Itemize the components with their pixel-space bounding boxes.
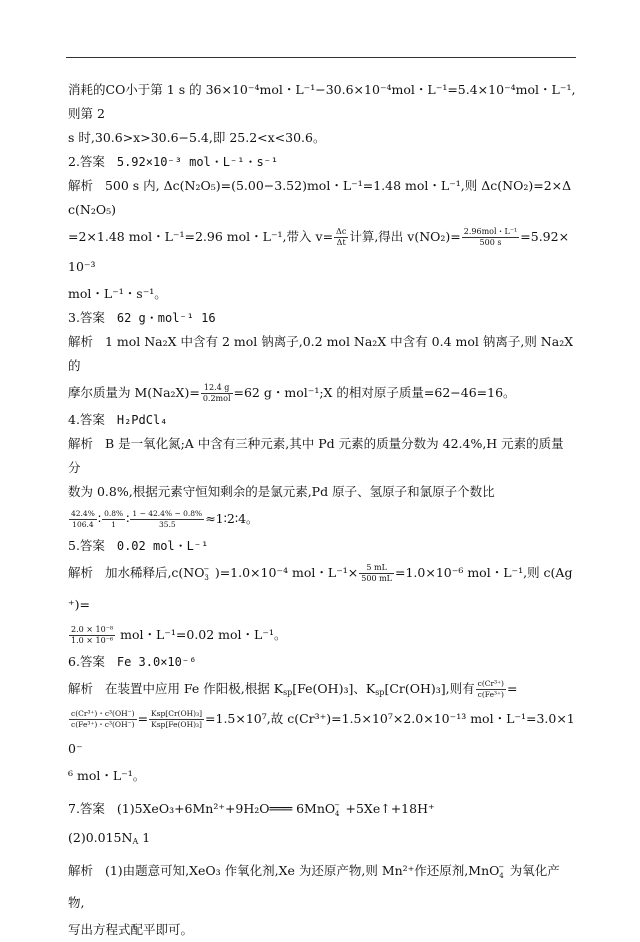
q7-answer (68, 794, 576, 826)
explanation-text: =1.0×10⁻⁶ mol・L⁻¹,则 c(Ag⁺)= (68, 565, 573, 612)
numerator: 2.0 × 10⁻⁸ (71, 625, 114, 634)
subscript: A (132, 837, 139, 846)
numerator: c(Cr³⁺) (477, 679, 504, 688)
explanation-text: 加水稀释后,c(N (104, 565, 195, 580)
explanation-label: 解析 (68, 681, 94, 696)
ion-symbol: O (324, 801, 336, 816)
fraction-product (69, 709, 137, 730)
explanation-text: (1)由题意可知,XeO₃ 作氧化剂,Xe 为还原产物,则 Mn²⁺作还原剂,Mn (104, 863, 490, 878)
ion-charge: − (334, 801, 341, 809)
intro-line-2: s 时,30.6>x>30.6−5.4,即 25.2<x<30.6。 (68, 130, 326, 145)
explanation-text: mol・L⁻¹=0.02 mol・L⁻¹。 (120, 627, 287, 642)
numerator: 1 − 42.4% − 0.8% (132, 509, 203, 518)
explanation-text: =1.5×10⁷,故 c(Cr³⁺)=1.5×10⁷×2.0×10⁻¹³ mol・L⁻¹=3.0×10⁻ (68, 711, 575, 756)
fraction-h (102, 509, 125, 530)
answer-text: H₂PdCl₄ (116, 413, 168, 427)
denominator: 500 mL (361, 574, 392, 583)
answer-label: 5.答案 (68, 538, 105, 553)
equation-text: +5Xe↑+18H⁺ (345, 801, 435, 816)
denominator: 35.5 (158, 520, 176, 529)
explanation-text: 摩尔质量为 M(Na₂X)= (68, 385, 200, 400)
explanation-text: =2×1.48 mol・L⁻¹=2.96 mol・L⁻¹,带入 v= (68, 229, 334, 244)
denominator: 500 s (479, 238, 502, 247)
q4-answer (68, 408, 576, 432)
q6-explanation-2: $\frac{\text{c(Cr³⁺)・c³(OH⁻)}}{\text{c(Fe³⁺)・c³(OH⁻)}}$ = $\frac{\text{Ksp[Cr(OH)₃]}}{\text{Ksp[Fe(OH)₃]}}$ =1.5×10⁷,故 c(Cr³⁺)=1.5×10⁷×2.0×10⁻¹³ mol・L⁻¹=3.0×10⁻ (68, 709, 575, 756)
fraction-ksp (149, 709, 204, 730)
numerator: c(Cr³⁺)・c³(OH⁻) (71, 709, 135, 718)
q2-answer (68, 150, 576, 174)
explanation-text: [Fe(OH)₃]、K (292, 681, 376, 696)
numerator: 42.4% (71, 509, 95, 518)
ion-charge: − (203, 565, 210, 573)
q4-explanation-1 (68, 432, 576, 480)
fraction-silver (69, 625, 115, 646)
explanation-text: )=1.0×10⁻⁴ mol・L⁻¹× (214, 565, 359, 580)
q6-explanation-1: 解析 在装置中应用 Fe 作阳极,根据 $K_{sp}[Fe(OH)_3]$、$K_{sp}[Cr(OH)_3]$,则有 $\frac{\text{c(Cr³⁺)}}{\text{c(Fe³⁺)}}$ = (68, 679, 518, 699)
explanation-text: =62 g・mol⁻¹;X 的相对原子质量=62−46=16。 (233, 385, 516, 400)
q7-explanation-2: 写出方程式配平即可。 (68, 922, 194, 937)
q2-explanation-3: mol・L⁻¹・s⁻¹。 (68, 286, 167, 301)
denominator: 0.2mol (202, 394, 231, 403)
ion-charge: − (498, 863, 505, 871)
explanation-label: 解析 (68, 863, 94, 878)
fraction-pd (69, 509, 97, 530)
fraction-cl (130, 509, 204, 530)
explanation-text: [Cr(OH)₃],则有 (384, 681, 475, 696)
ion-count: 3 (204, 574, 209, 582)
explanation-text: =5.92×10⁻³ (68, 229, 570, 274)
q3-explanation-2 (68, 378, 576, 408)
explanation-label: 解析 (68, 436, 94, 451)
answer-text: Fe 3.0×10⁻⁶ (116, 655, 197, 669)
ion-count: 4 (499, 872, 504, 880)
permanganate-ion (489, 856, 510, 888)
denominator: 1.0 × 10⁻⁶ (71, 636, 114, 645)
numerator: 5 mL (359, 563, 394, 574)
ratio-result: ≈1∶2∶4。 (205, 511, 259, 526)
denominator: 1 (111, 520, 117, 529)
subscript: sp (283, 688, 293, 697)
answer-text: (2)0.015N (68, 830, 133, 845)
answer-label: 6.答案 (68, 654, 105, 669)
q5-explanation-2 (68, 620, 576, 650)
ion-count: 4 (335, 810, 340, 818)
explanation-text: 500 s 内, Δc(N₂O₅)=(5.00−3.52)mol・L⁻¹=1.48 mol・L⁻¹,则 Δc(NO₂)=2×Δc(N₂O₅) (68, 178, 572, 217)
nitrate-ion (194, 558, 215, 590)
answer-text: 62 g・mol⁻¹ 16 (116, 311, 216, 325)
ion-symbol: O (194, 565, 205, 580)
q2-explanation-1 (68, 174, 576, 222)
fraction-dilution (359, 563, 394, 584)
q4-ratio: $\frac{42.4\%}{106.4}$ ∶ $\frac{0.8\%}{1}$ ∶ $\frac{1 - 42.4\% - 0.8\%}{35.5}$ ≈1∶2∶4。 (71, 509, 259, 529)
header-rule (66, 57, 576, 58)
fraction-v (334, 227, 348, 248)
q5-answer (68, 534, 576, 558)
equation-text: (1)5XeO₃+6Mn²⁺+9H₂O═══ 6Mn (116, 801, 325, 816)
ion-symbol: O (489, 863, 500, 878)
q3-answer (68, 306, 576, 330)
answer-label: 4.答案 (68, 412, 105, 427)
answer-text: 5.92×10⁻³ mol・L⁻¹・s⁻¹ (116, 155, 279, 169)
answer-label: 3.答案 (68, 310, 105, 325)
q7-explanation-1 (68, 856, 576, 918)
numerator: 12.4 g (201, 383, 233, 394)
explanation-text: 1 mol Na₂X 中含有 2 mol 钠离子,0.2 mol Na₂X 中含有 0.4 mol 钠离子,则 Na₂X 的 (68, 334, 574, 373)
explanation-label: 解析 (68, 334, 94, 349)
explanation-text: 在装置中应用 Fe 作阳极,根据 K (104, 681, 284, 696)
answer-label: 2.答案 (68, 154, 105, 169)
numerator: Δc (336, 227, 347, 236)
denominator: Ksp[Fe(OH)₃] (151, 720, 202, 729)
q6-explanation-3: ⁶ mol・L⁻¹。 (68, 768, 146, 783)
permanganate-ion (325, 794, 346, 826)
explanation-label: 解析 (68, 178, 94, 193)
numerator: 2.96mol・L⁻¹ (463, 227, 518, 236)
answer-text: 0.02 mol・L⁻¹ (116, 539, 209, 553)
solutions-body (68, 78, 576, 942)
explanation-text: B 是一氧化氮;A 中含有三种元素,其中 Pd 元素的质量分数为 42.4%,H 元素的质量分 (68, 436, 564, 475)
numerator: Ksp[Cr(OH)₃] (151, 709, 203, 718)
q4-explanation-2: 数为 0.8%,根据元素守恒知剩余的是氯元素,Pd 原子、氢原子和氯原子个数比 (68, 484, 495, 499)
fraction-molar-mass (201, 383, 233, 404)
explanation-text: 为氧化产物, (68, 863, 560, 910)
denominator: 106.4 (72, 520, 94, 529)
fraction-rate (462, 227, 520, 248)
q6-answer (68, 650, 576, 674)
q7-part2 (68, 826, 576, 850)
answer-label: 7.答案 (68, 801, 105, 816)
denominator: Δt (336, 238, 346, 247)
answer-text: 1 (138, 830, 151, 845)
fraction-conc-ratio (476, 679, 506, 700)
explanation-label: 解析 (68, 565, 94, 580)
numerator: 0.8% (104, 509, 124, 518)
q5-explanation-1 (68, 558, 576, 620)
subscript: sp (375, 688, 385, 697)
intro-line-1: 消耗的CO小于第 1 s 的 36×10⁻⁴mol・L⁻¹−30.6×10⁻⁴mol・L⁻¹=5.4×10⁻⁴mol・L⁻¹,则第 2 (68, 82, 576, 121)
q3-explanation-1 (68, 330, 576, 378)
denominator: c(Fe³⁺)・c³(OH⁻) (71, 720, 135, 729)
q2-explanation-2 (68, 222, 576, 282)
denominator: c(Fe³⁺) (477, 690, 504, 699)
explanation-text: 计算,得出 v(NO₂)= (349, 229, 461, 244)
